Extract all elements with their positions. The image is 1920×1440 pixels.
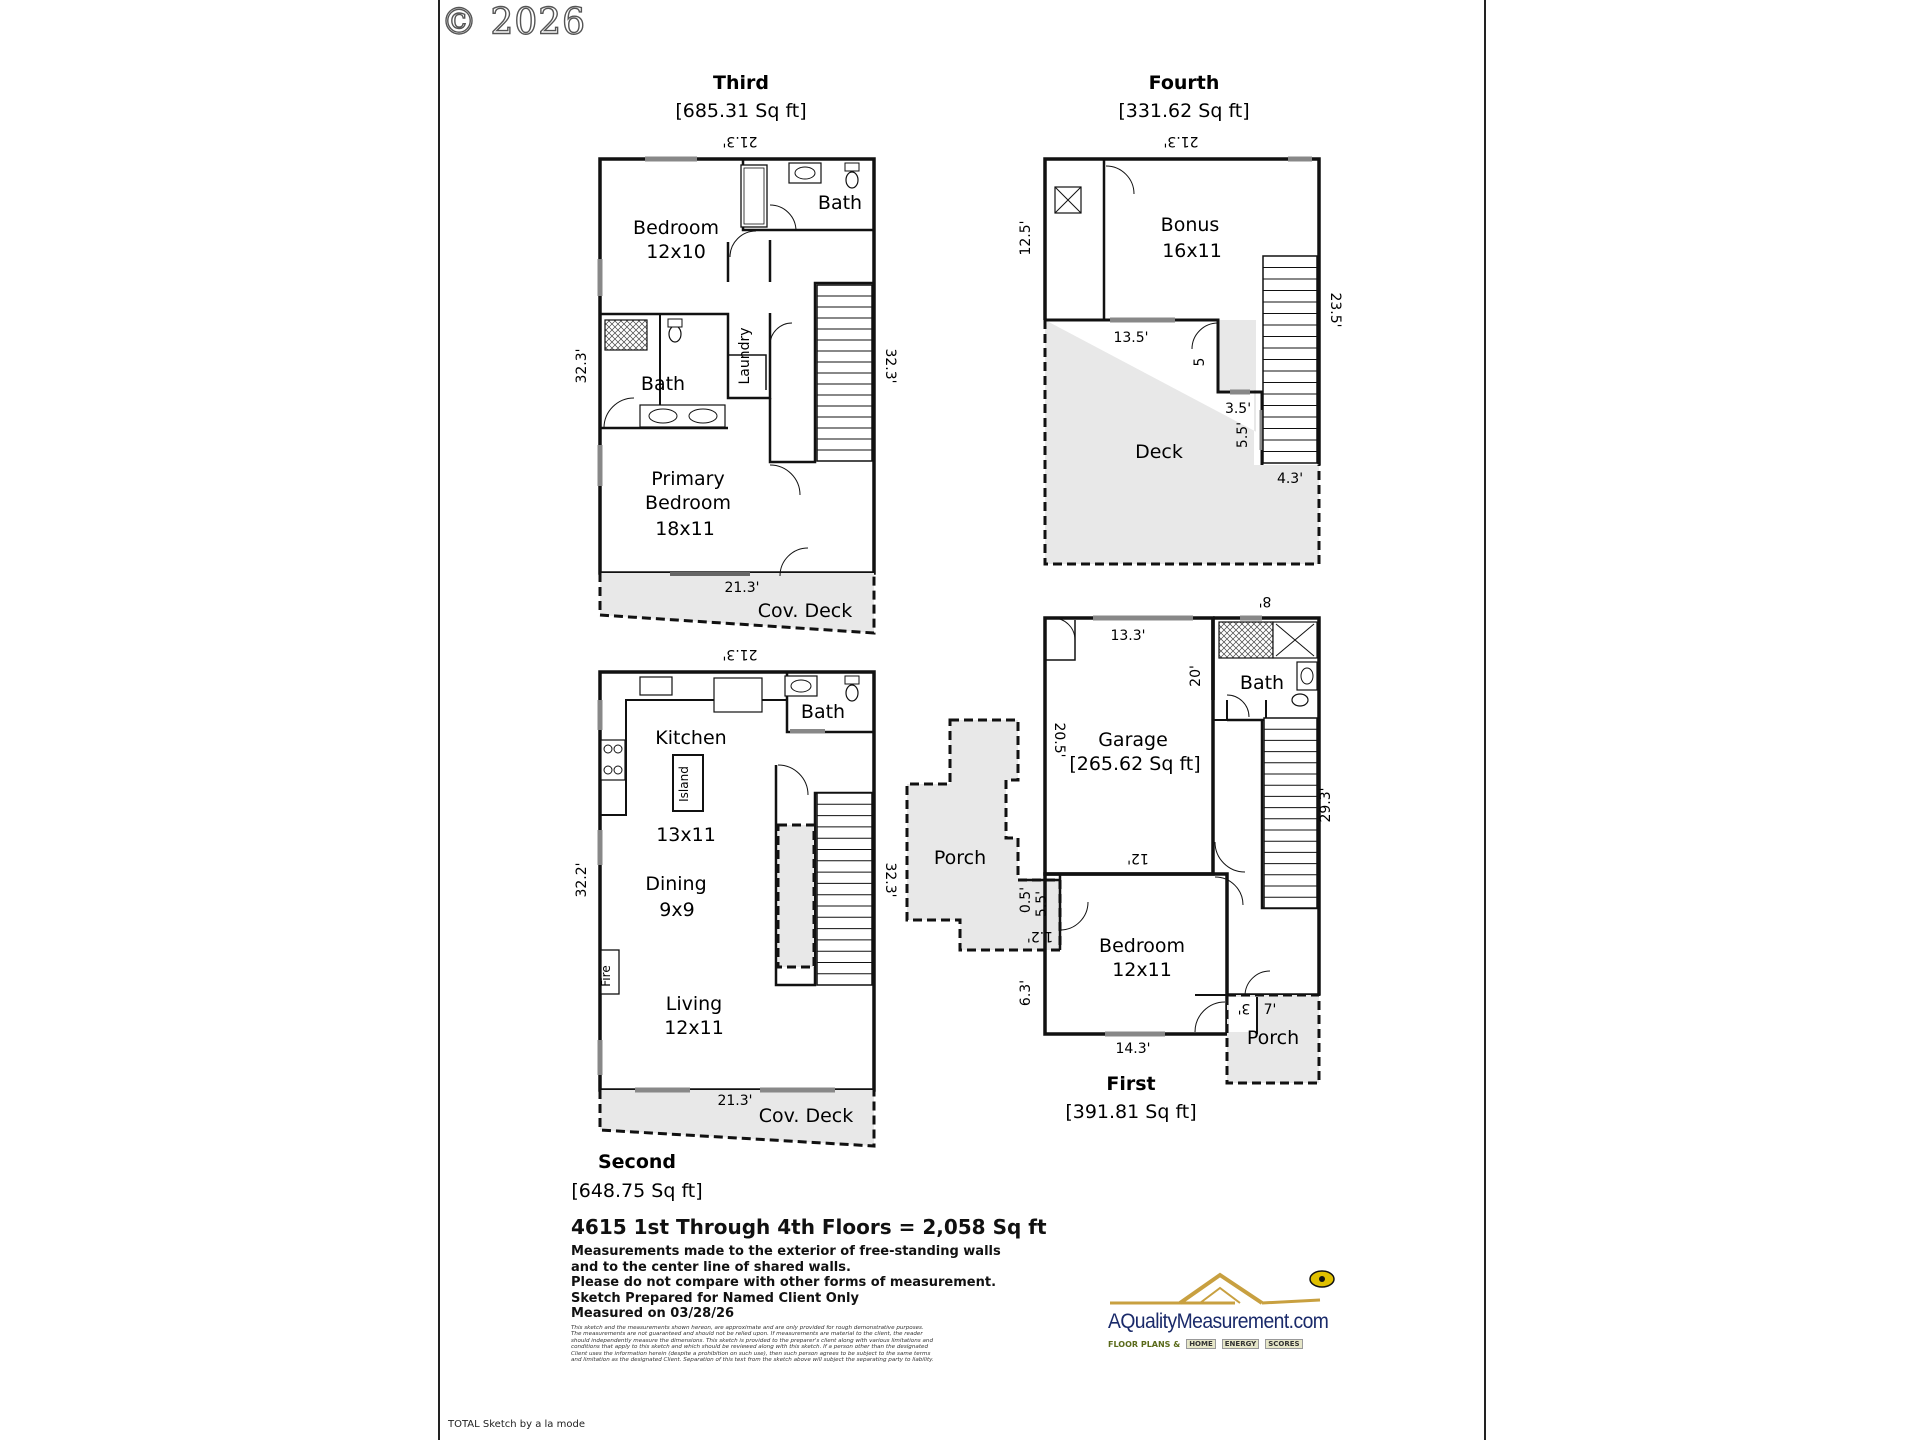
primary-bedroom-size: 18x11 <box>655 518 715 540</box>
dim-first-29-3: 29.3' <box>1318 787 1334 823</box>
measurement-notes <box>571 1244 1001 1322</box>
note-line: Measurements made to the exterior of free-standing walls <box>571 1244 1001 1259</box>
living-label: Living <box>665 993 723 1015</box>
dim-third-right: 32.3' <box>882 348 898 384</box>
dim-second-right: 32.3' <box>882 862 898 898</box>
laundry-label: Laundry <box>737 327 753 385</box>
third-vanity <box>640 405 725 427</box>
dim-fourth-right: 23.5' <box>1327 292 1343 328</box>
dim-first-1-2: 1.2' <box>1026 928 1054 944</box>
bonus-label: Bonus <box>1160 214 1220 236</box>
first-floor-plan <box>907 593 1334 1123</box>
garage-label: Garage <box>1098 729 1168 751</box>
fine-line: The measurements are not guaranteed and should not be relied upon. If measurements are material to the client, the reader <box>571 1331 923 1338</box>
dim-fourth-3-5: 3.5' <box>1224 401 1252 417</box>
third-bath-mid-label: Bath <box>640 373 686 395</box>
disclaimer-fine-print <box>571 1325 1001 1363</box>
dim-first-5-5: 5.5' <box>1034 890 1050 918</box>
logo-tag-home: HOME <box>1186 1339 1216 1349</box>
fine-line: Client uses the information herein (despite a prohibition on such use), then such person agrees to be subject to the same terms <box>571 1350 931 1357</box>
second-floor-plan <box>571 646 898 1202</box>
kitchen-label: Kitchen <box>655 727 727 749</box>
dining-label: Dining <box>645 873 707 895</box>
island-label: Island <box>677 766 691 802</box>
second-floor-title: Second <box>597 1151 677 1173</box>
dim-first-12: 12' <box>1127 850 1149 866</box>
dim-first-3: 3' <box>1237 1000 1251 1016</box>
note-line: Sketch Prepared for Named Client Only <box>571 1290 859 1306</box>
dim-fourth-13-5: 13.5' <box>1113 330 1149 346</box>
first-bedroom-label: Bedroom <box>1099 935 1185 957</box>
fine-line: and limitation as the designated Client. Separation of this text from the sketch above will subject the separating party to liability. <box>571 1357 934 1364</box>
third-bedroom-size: 12x10 <box>646 241 706 263</box>
second-stair-landing <box>778 825 814 967</box>
bonus-size: 16x11 <box>1162 240 1222 262</box>
dim-second-deck: 21.3' <box>717 1093 753 1109</box>
first-stairs <box>1264 718 1317 908</box>
third-cov-deck-label: Cov. Deck <box>757 600 853 622</box>
living-size: 12x11 <box>664 1017 724 1039</box>
dim-first-0-5: 0.5' <box>1018 886 1034 914</box>
dim-third-top: 21.3' <box>722 133 758 149</box>
dim-first-20: 20' <box>1188 665 1204 687</box>
second-floor-area: [648.75 Sq ft] <box>571 1180 703 1202</box>
logo-tag-scores: SCORES <box>1265 1339 1302 1349</box>
third-shower <box>605 320 647 350</box>
dim-first-14-3: 14.3' <box>1115 1041 1151 1057</box>
copyright-watermark: © 2026 <box>441 2 587 43</box>
logo-tag-floor-plans: FLOOR PLANS & <box>1108 1339 1181 1349</box>
fine-line: This sketch and the measurements shown hereon, are approximate and are only provided for rough demonstrative purposes. <box>571 1325 924 1331</box>
third-floor-area: [685.31 Sq ft] <box>675 100 807 122</box>
kitchen-size: 13x11 <box>656 824 716 846</box>
dim-third-left: 32.3' <box>574 348 590 384</box>
note-line: Please do not compare with other forms of measurement. <box>571 1275 997 1290</box>
note-line: Measured on 03/28/26 <box>571 1306 735 1321</box>
porch-left-label: Porch <box>933 847 987 869</box>
third-sink <box>789 163 821 183</box>
dim-third-deck: 21.3' <box>724 580 760 596</box>
second-bath-label: Bath <box>800 701 846 723</box>
logo-tag-energy: ENERGY <box>1222 1339 1259 1349</box>
dim-second-top: 21.3' <box>722 646 758 662</box>
dim-first-13-3: 13.3' <box>1110 628 1146 644</box>
third-tub <box>741 165 767 227</box>
primary-bedroom-label-1: Primary <box>651 468 725 490</box>
dim-first-6-3: 6.3' <box>1018 979 1034 1007</box>
footer-credit: TOTAL Sketch by a la mode <box>448 1419 585 1430</box>
note-line: and to the center line of shared walls. <box>571 1259 851 1275</box>
deck-label: Deck <box>1135 441 1183 463</box>
fine-line: should independently measure the dimensions. This sketch is provided to the preparer's client along with various limitations and <box>571 1337 933 1344</box>
dim-first-7: 7' <box>1263 1002 1277 1018</box>
dim-fourth-5-5: 5.5' <box>1235 421 1251 449</box>
dining-size: 9x9 <box>659 899 695 921</box>
third-bedroom-label: Bedroom <box>633 217 719 239</box>
kitchen-sink <box>640 677 672 695</box>
fourth-floor-area: [331.62 Sq ft] <box>1118 100 1250 122</box>
second-cov-deck-label: Cov. Deck <box>758 1105 854 1127</box>
dim-fourth-4-3: 4.3' <box>1276 471 1304 487</box>
first-floor-area: [391.81 Sq ft] <box>1065 1101 1197 1123</box>
kitchen-range <box>601 740 625 780</box>
third-bath-top-label: Bath <box>817 192 863 214</box>
dim-fourth-top: 21.3' <box>1163 133 1199 149</box>
company-logo <box>1108 1266 1348 1366</box>
first-shower <box>1219 622 1273 658</box>
first-floor-title: First <box>1106 1073 1156 1095</box>
logo-tagline <box>1108 1337 1344 1351</box>
third-floor-title: Third <box>713 72 769 94</box>
dim-first-8: 8' <box>1258 593 1272 609</box>
third-toilet <box>846 172 858 188</box>
primary-bedroom-label-2: Bedroom <box>645 492 731 514</box>
first-bath-label: Bath <box>1239 672 1285 694</box>
fourth-floor-title: Fourth <box>1148 72 1220 94</box>
dim-fourth-left: 12.5' <box>1018 220 1034 256</box>
logo-brand-name: AQualityMeasurement.com <box>1108 1310 1329 1333</box>
garage-area: [265.62 Sq ft] <box>1069 753 1201 775</box>
dim-second-left: 32.2' <box>574 862 590 898</box>
fine-line: conditions that apply to this sketch and which should be reviewed along with this sketch. If a person other than the designated <box>571 1344 929 1351</box>
total-square-footage: 4615 1st Through 4th Floors = 2,058 Sq ft <box>571 1215 1047 1239</box>
dim-fourth-5: 5 <box>1192 357 1208 367</box>
second-stairs <box>817 793 872 985</box>
fourth-floor-plan <box>1018 72 1343 564</box>
porch-right-label: Porch <box>1246 1027 1300 1049</box>
first-bedroom-size: 12x11 <box>1112 959 1172 981</box>
fire-label: Fire <box>599 965 613 987</box>
dim-first-20-5: 20.5' <box>1051 722 1067 758</box>
